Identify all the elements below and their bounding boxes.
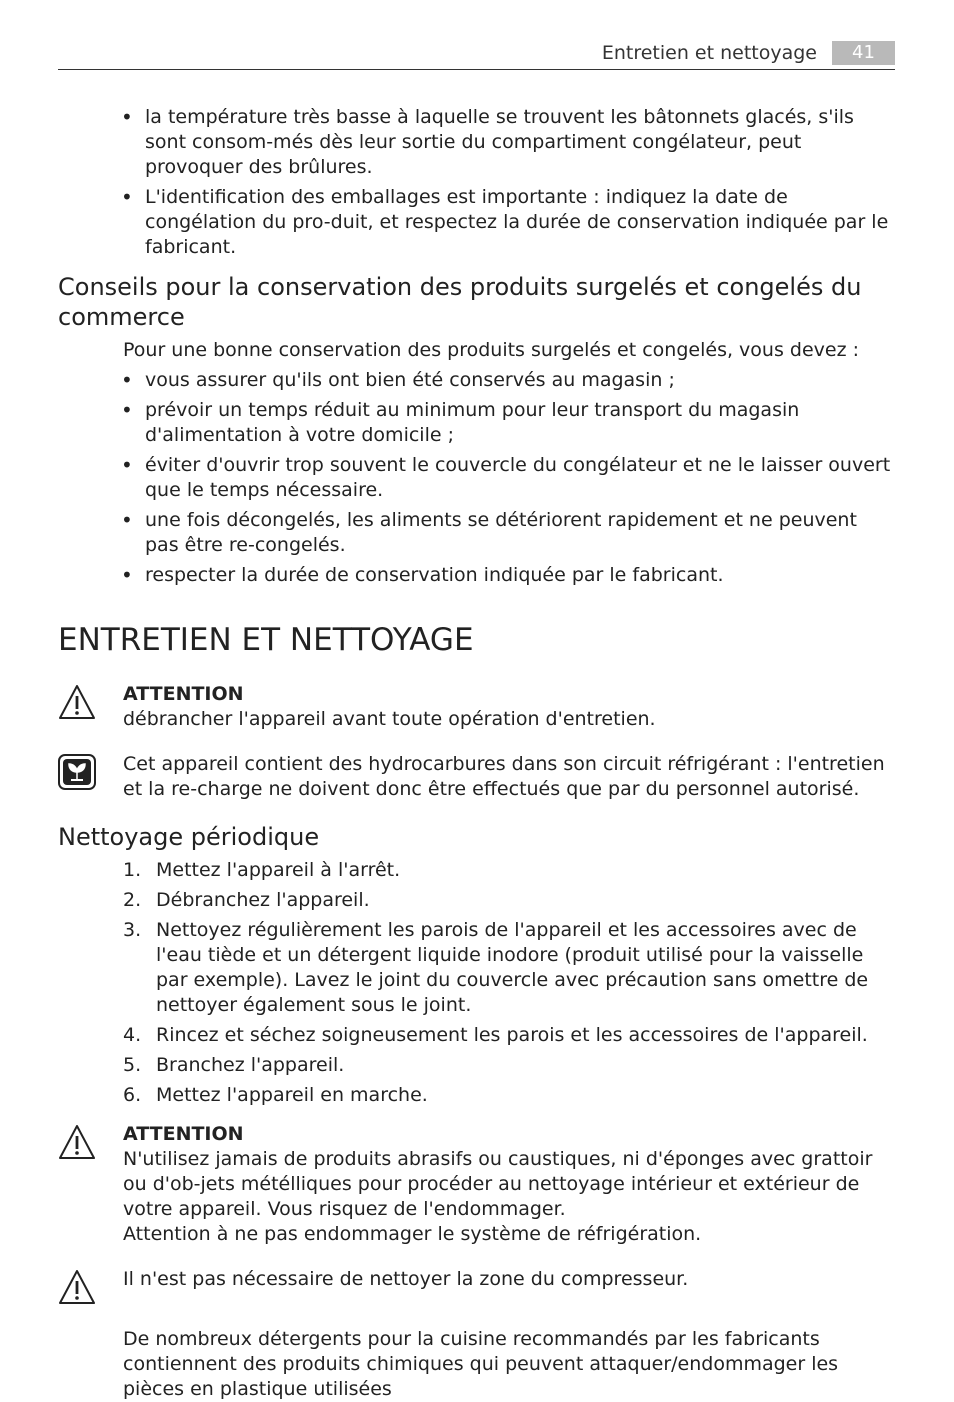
list-item: • éviter d'ouvrir trop souvent le couvercle du congélateur et ne le laisser ouvert que le temps nécessaire. [58, 453, 895, 503]
attention-notice-cleaning [58, 1122, 895, 1247]
list-item: • prévoir un temps réduit au minimum pour leur transport du magasin d'alimentation à votre domicile ; [58, 398, 895, 448]
conseils-intro: Pour une bonne conservation des produits surgelés et congelés, vous devez : [123, 339, 859, 361]
header-title: Entretien et nettoyage [601, 42, 817, 64]
step-text: Rincez et séchez soigneusement les parois et les accessoires de l'appareil. [156, 1024, 868, 1046]
attention-notice [58, 682, 895, 732]
environment-notice [58, 752, 895, 802]
list-item [58, 858, 895, 883]
warning-triangle-icon [58, 1124, 96, 1160]
step-text: Nettoyez régulièrement les parois de l'appareil et les accessoires avec de l'eau tiède et un détergent liquide inodore (produit utilisé pour la vaisselle par exemple). Lavez le joint du couvercle avec précaution sans omettre de nettoyer également sous le joint. [156, 919, 869, 1016]
step-number: 1. [123, 859, 142, 881]
step-text: Mettez l'appareil à l'arrêt. [156, 859, 401, 881]
list-item: • L'identification des emballages est importante : indiquez la date de congélation du pro-duit, et respectez la durée de conservation indiquée par le fabricant. [58, 185, 895, 260]
steps-list [58, 858, 895, 1108]
attention-title: ATTENTION [123, 683, 244, 705]
page-content [58, 105, 895, 1402]
step-text: Branchez l'appareil. [156, 1054, 345, 1076]
attention-title: ATTENTION [123, 1123, 244, 1145]
warning-triangle-icon [58, 684, 96, 720]
step-number: 6. [123, 1084, 142, 1106]
step-text: Débranchez l'appareil. [156, 889, 370, 911]
page-number: 41 [832, 41, 895, 65]
list-item: • vous assurer qu'ils ont bien été conservés au magasin ; [58, 368, 895, 393]
step-number: 4. [123, 1024, 142, 1046]
attention-text-secondary: Attention à ne pas endommager le système de réfrigération. [123, 1223, 702, 1245]
conseils-heading: Conseils pour la conservation des produits surgelés et congelés du commerce [58, 273, 862, 331]
header-divider [58, 69, 895, 70]
list-item: • la température très basse à laquelle se trouvent les bâtonnets glacés, s'ils sont consom-més dès leur sortie du compartiment congélateur, peut provoquer des brûlures. [58, 105, 895, 180]
top-bullet-list [58, 105, 895, 260]
detergents-paragraph: De nombreux détergents pour la cuisine recommandés par les fabricants contiennent des produits chimiques qui peuvent attaquer/endommager les pièces en plastique utilisées [123, 1328, 839, 1400]
environment-text: Cet appareil contient des hydrocarbures dans son circuit réfrigérant : l'entretien et la re-charge ne doivent donc être effectués que par du personnel autorisé. [123, 753, 885, 800]
list-item [58, 918, 895, 1018]
chapter-title: ENTRETIEN ET NETTOYAGE [58, 622, 474, 658]
list-item: • une fois décongelés, les aliments se détériorent rapidement et ne peuvent pas être re-congelés. [58, 508, 895, 558]
environment-icon [58, 754, 96, 790]
step-number: 3. [123, 919, 142, 941]
warning-triangle-icon [58, 1269, 96, 1305]
step-text: Mettez l'appareil en marche. [156, 1084, 428, 1106]
list-item [58, 1083, 895, 1108]
attention-text: N'utilisez jamais de produits abrasifs ou caustiques, ni d'éponges avec grattoir ou d'ob-jets métélliques pour procéder au nettoyage intérieur et extérieur de votre appareil. Vous risquez de l'endommager. [123, 1148, 873, 1220]
conseils-list [58, 368, 895, 588]
compressor-text: Il n'est pas nécessaire de nettoyer la zone du compresseur. [123, 1268, 689, 1290]
list-item: • respecter la durée de conservation indiquée par le fabricant. [58, 563, 895, 588]
attention-text: débrancher l'appareil avant toute opération d'entretien. [123, 708, 656, 730]
list-item [58, 1023, 895, 1048]
list-item [58, 1053, 895, 1078]
list-item [58, 888, 895, 913]
compressor-notice [58, 1267, 895, 1307]
step-number: 2. [123, 889, 142, 911]
step-number: 5. [123, 1054, 142, 1076]
nettoyage-heading: Nettoyage périodique [58, 823, 320, 851]
